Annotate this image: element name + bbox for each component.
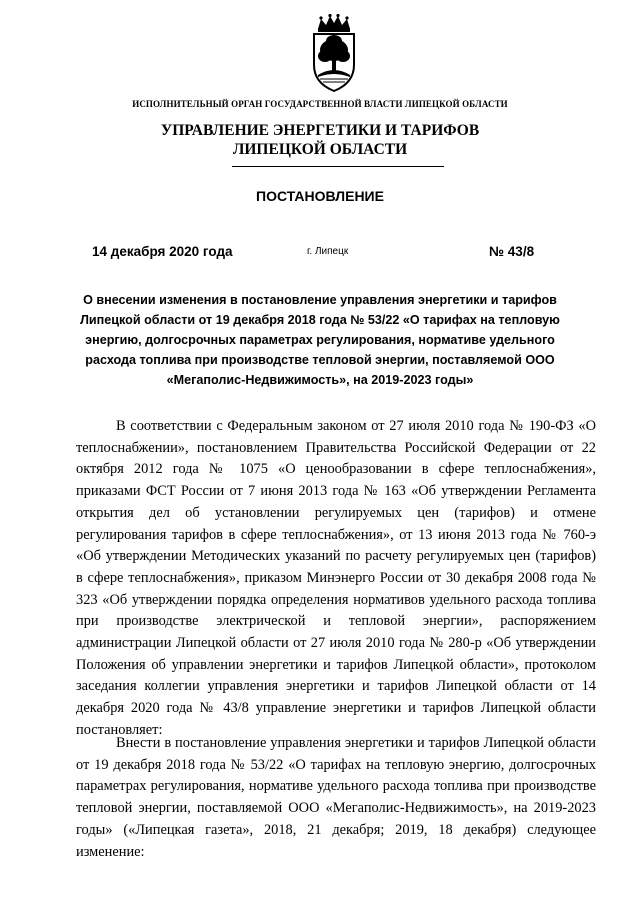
document-date: 14 декабря 2020 года [92,244,233,259]
document-type: ПОСТАНОВЛЕНИЕ [256,188,384,204]
department-name-line-2: ЛИПЕЦКОЙ ОБЛАСТИ [232,141,408,158]
coat-of-arms-icon [304,13,364,93]
department-name-line-1: УПРАВЛЕНИЕ ЭНЕРГЕТИКИ И ТАРИФОВ [160,122,480,139]
department-name [60,121,580,159]
header-divider [232,166,444,167]
body-paragraph-2: Внести в постановление управления энергетики и тарифов Липецкой области от 19 декабря 2018 года № 53/22 «О тарифах на тепловую энергию, долгосрочных параметрах регулирования, нормативе удельного расхода топлива при производстве тепловой энергии, поставляемой ООО «Мегаполис-Недвижимость», на 2019-2023 годы» («Липецкая газета», 2018, 21 декабря; 2019, 18 декабря) следующее изменение: [76,735,596,860]
document-city: г. Липецк [307,246,349,257]
issuing-authority-line: ИСПОЛНИТЕЛЬНЫЙ ОРГАН ГОСУДАРСТВЕННОЙ ВЛАСТИ ЛИПЕЦКОЙ ОБЛАСТИ [132,99,508,109]
body-paragraph-1: В соответствии с Федеральным законом от 27 июля 2010 года № 190-ФЗ «О теплоснабжении», постановлением Правительства Российской Федерации от 22 октября 2012 года № 1075 «О ценообразовании в сфере теплоснабжения», приказами ФСТ России от 7 июня 2013 года № 163 «Об утверждении Регламента открытия дел об установлении регулируемых цен (тарифов) и отмене регулирования тарифов в сфере теплоснабжения», от 13 июня 2013 года № 760-э «Об утверждении Методических указаний по расчету регулируемых цен (тарифов) в сфере теплоснабжения», приказом Минэнерго России от 30 декабря 2008 года № 323 «Об утверждении порядка определения нормативов удельного расхода топлива при производстве электрической и тепловой энергии», распоряжением администрации Липецкой области от 27 июля 2010 года № 280-р «Об утверждении Положения об управлении энергетики и тарифов Липецкой области», протоколом заседания коллегии управления энергетики и тарифов Липецкой области от 14 декабря 2020 года № 43/8 управление энергетики и тарифов Липецкой области постановляет: [76,418,596,738]
document-number: № 43/8 [489,244,535,259]
document-title: О внесении изменения в постановление управления энергетики и тарифов Липецкой области от 19 декабря 2018 года № 53/22 «О тарифах на тепловую энергию, долгосрочных параметрах регулирования, нормативе удельного расхода топлива при производстве тепловой энергии, поставляемой ООО «Мегаполис-Недвижимость», на 2019-2023 годы» [80,293,560,387]
